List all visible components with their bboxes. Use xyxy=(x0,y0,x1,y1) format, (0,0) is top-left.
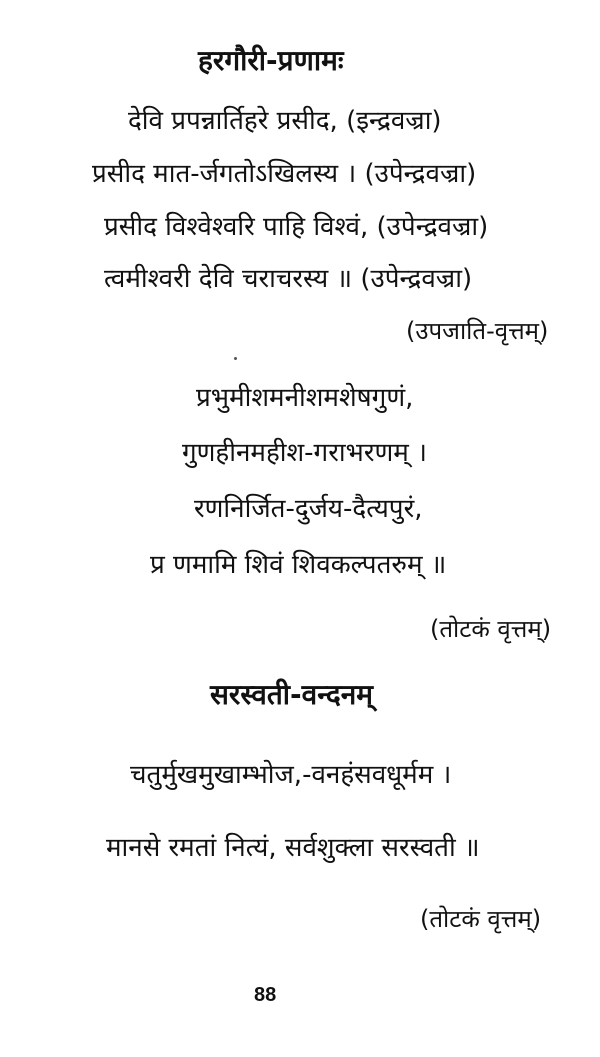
verse-line: चतुर्मुखमुखाम्भोज,-वनहंसवधूर्मम । xyxy=(130,760,452,790)
verse-line: प्रभुमीशमनीशमशेषगुणं, xyxy=(196,383,414,413)
meter-label: (उपजाति-वृत्तम्) xyxy=(406,317,549,345)
verse-line: रणनिर्जित-दुर्जय-दैत्यपुरं, xyxy=(194,494,423,524)
verse-line: प्रसीद विश्वेश्वरि पाहि विश्वं, (उपेन्द्रवज्रा) xyxy=(104,212,489,242)
verse-line: त्वमीश्वरी देवि चराचरस्य ॥ (उपेन्द्रवज्रा) xyxy=(104,264,473,294)
page-number: 88 xyxy=(254,984,277,1006)
section-title-saraswati: सरस्वती-वन्दनम् xyxy=(210,678,374,711)
verse-line: मानसे रमतां नित्यं, सर्वशुक्ला सरस्वती ॥ xyxy=(106,833,480,863)
verse-line: देवि प्रपन्नार्तिहरे प्रसीद, (इन्द्रवज्रा) xyxy=(128,106,442,136)
print-speck xyxy=(234,357,237,360)
meter-label: (तोटकं वृत्तम्) xyxy=(420,905,542,933)
meter-label: (तोटकं वृत्तम्) xyxy=(430,615,552,643)
verse-line: प्र णमामि शिवं शिवकल्पतरुम् ॥ xyxy=(150,550,447,580)
verse-line: प्रसीद मात-र्जगतोऽखिलस्य । (उपेन्द्रवज्रा) xyxy=(92,159,477,189)
section-title-hargauri: हरगौरी-प्रणामः xyxy=(198,44,344,77)
verse-line: गुणहीनमहीश-गराभरणम् । xyxy=(182,438,427,468)
